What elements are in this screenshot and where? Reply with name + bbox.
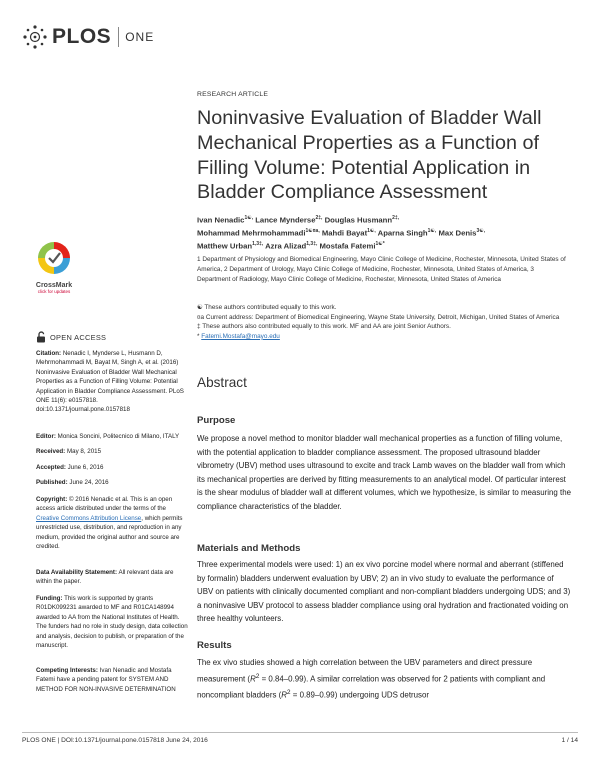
author-line-3 xyxy=(197,239,577,252)
funding-block xyxy=(36,594,188,650)
author-list xyxy=(197,213,577,252)
citation-text: Nenadic I, Mynderse L, Husmann D, Mehrmohammadi M, Bayat M, Singh A, et al. (2016) Noninvasive Evaluation of Bladder Wall Mechanical Properties as a Function of Filling Volume: Potential Application in Bladder Compliance Assessment. PLoS ONE 11(6): e0157818. doi:10.1371/journal.pone.0157818 xyxy=(36,350,184,414)
crossmark-sublabel: click for updates xyxy=(37,289,71,294)
journal-logo[interactable] xyxy=(22,24,154,50)
author-affil: 1,3‡, xyxy=(252,241,264,248)
author-name[interactable]: Azra Alizad xyxy=(265,241,307,251)
data-availability-block xyxy=(36,568,188,587)
purpose-heading: Purpose xyxy=(197,415,236,426)
results-text xyxy=(197,656,572,702)
open-access-badge xyxy=(36,331,106,343)
purpose-text: We propose a novel method to monitor bladder wall mechanical properties as a function of filling volume, with the potential application to bladder compliance assessment. The proposed ultrasound bladder vibrometry (UBV) method uses ultrasound to excite and track Lamb waves on the bladder wall from which its mechanical properties are derived by fitting measurements to an analytical model. Of particular interest is the shear modulus of bladder wall at different volumes, which we hypothesize, is similar to measuring the compliance characteristics of the bladder. xyxy=(197,434,571,511)
corresponding-email-link[interactable]: Fatemi.Mostafa@mayo.edu xyxy=(201,332,280,340)
copyright-text-end: , which permits unrestricted use, distribution, and reproduction in any medium, provided the original author and source are credited. xyxy=(36,514,183,551)
article-title: Noninvasive Evaluation of Bladder Wall Mechanical Properties as a Function of Filling Volume: Potential Application in Bladder Compliance Assessment xyxy=(197,107,542,204)
crossmark-label: CrossMark xyxy=(35,282,73,289)
crossmark-icon xyxy=(36,240,72,276)
author-affil: 1☯¤a, xyxy=(305,228,320,235)
footer-divider xyxy=(22,732,578,733)
note-corresponding xyxy=(197,332,567,342)
results-text-b: = 0.84–0.99). A similar correlation was observed for 2 patients with compliant and noncompliant bladders ( xyxy=(197,674,546,700)
corresponding-mark: * xyxy=(197,332,202,340)
author-name[interactable]: Mohammad Mehrmohammadi xyxy=(197,228,306,238)
competing-interests-label: Competing Interests: xyxy=(36,667,98,674)
author-affil: 2‡, xyxy=(315,215,323,221)
note-current-address: ¤a Current address: Department of Biomedical Engineering, Wayne State University, Detroit, Michigan, United States of America xyxy=(197,313,560,321)
open-access-label: OPEN ACCESS xyxy=(50,332,107,342)
author-name[interactable]: Aparna Singh xyxy=(377,228,428,238)
note-joint-senior: ‡ These authors also contributed equally to this work. MF and AA are joint Senior Authors. xyxy=(197,323,451,331)
author-affil: 1☯, xyxy=(427,228,437,235)
copyright-text: © 2016 Nenadic et al. This is an open access article distributed under the terms of the xyxy=(36,496,173,513)
received-date: May 8, 2015 xyxy=(66,448,102,455)
author-name[interactable]: Matthew Urban xyxy=(197,241,253,251)
r-squared-sup: 2 xyxy=(255,672,260,680)
author-name[interactable]: Mostafa Fatemi xyxy=(319,241,376,251)
author-name[interactable]: Ivan Nenadic xyxy=(197,215,245,225)
funding-text: This work is supported by grants R01DK099231 awarded to MF and R01CA148994 awarded to AA from the National Institutes of Health. The funders had no role in study design, data collection and analysis, decision to publish, or preparation of the manuscript. xyxy=(36,595,188,650)
author-line-2 xyxy=(197,226,577,239)
competing-interests-text: Ivan Nenadic and Mostafa Fatemi have a pending patent for SYSTEM AND METHOD FOR NON-INVASIVE DETERMINATION xyxy=(36,667,176,693)
author-affil: 1☯* xyxy=(375,241,385,248)
received-label: Received: xyxy=(36,448,66,455)
published-block xyxy=(36,478,188,487)
competing-interests-block xyxy=(36,666,188,694)
author-affil: 1,3‡, xyxy=(306,241,318,248)
results-text-a: The ex vivo studies showed a high correlation between the UBV parameters and direct pressure measurement ( xyxy=(197,658,533,684)
plos-dots-icon xyxy=(22,24,48,50)
editor-label: Editor: xyxy=(36,433,56,440)
citation-label: Citation: xyxy=(36,350,62,357)
author-name[interactable]: Mahdi Bayat xyxy=(321,228,368,238)
copyright-label: Copyright: xyxy=(36,496,68,503)
author-name[interactable]: Lance Mynderse xyxy=(255,215,316,225)
author-affil: 3☯, xyxy=(476,228,486,235)
results-text-c: = 0.89–0.99) undergoing UDS detrusor xyxy=(290,690,429,700)
accepted-label: Accepted: xyxy=(36,464,66,471)
logo-plos-text: PLOS xyxy=(52,25,112,48)
affiliations: 1 Department of Physiology and Biomedical Engineering, Mayo Clinic College of Medicine, Rochester, Minnesota, United States of America, 2 Department of Urology, Mayo Clinic College of Medicine, Rochester, Minnesota, United States of America, 3 Department of Radiology, Mayo Clinic College of Medicine, Rochester, Minnesota, United States of America xyxy=(197,256,566,283)
accepted-block xyxy=(36,463,188,472)
open-lock-icon xyxy=(36,331,46,343)
r-symbol: R xyxy=(250,674,256,684)
published-label: Published: xyxy=(36,479,68,486)
article-type: RESEARCH ARTICLE xyxy=(197,91,269,98)
data-availability-label: Data Availability Statement: xyxy=(36,569,118,576)
results-heading: Results xyxy=(197,640,232,651)
data-availability-text: All relevant data are within the paper. xyxy=(36,569,174,586)
author-affil: 2‡, xyxy=(392,215,400,221)
editor-block xyxy=(36,432,188,441)
author-notes xyxy=(197,303,567,341)
funding-label: Funding: xyxy=(36,595,63,602)
editor-text: Monica Soncini, Politecnico di Milano, ITALY xyxy=(57,433,180,440)
note-equal-contribution: ☯ These authors contributed equally to this work. xyxy=(197,304,337,311)
copyright-block xyxy=(36,495,188,551)
author-affil: 1☯, xyxy=(244,215,254,221)
methods-text: Three experimental models were used: 1) an ex vivo porcine model where normal and aberrant (stiffened by formalin) bladders underwent evaluation by UBV; 2) an in vivo study to evaluate the performance of UBV on patients with clinically documented compliant and non-compliant bladders undergoing UDS; and 3) a noninvasive UBV protocol to assess bladder compliance using oral hydration and fractionated voiding on three healthy volunteers. xyxy=(197,560,571,624)
author-name[interactable]: Douglas Husmann xyxy=(324,215,393,225)
accepted-date: June 6, 2016 xyxy=(67,464,104,471)
page-number: 1 / 14 xyxy=(561,737,578,744)
r-symbol: R xyxy=(281,690,287,700)
methods-heading: Materials and Methods xyxy=(197,543,301,554)
author-line-1 xyxy=(197,213,577,226)
crossmark-badge[interactable] xyxy=(29,240,79,294)
license-link[interactable]: Creative Commons Attribution License xyxy=(36,514,142,522)
author-name[interactable]: Max Denis xyxy=(438,228,477,238)
logo-one-text: ONE xyxy=(125,30,155,44)
received-block xyxy=(36,447,188,456)
abstract-heading: Abstract xyxy=(197,375,247,390)
citation-block xyxy=(36,349,188,415)
r-squared-sup: 2 xyxy=(286,688,291,696)
logo-divider xyxy=(118,27,119,47)
published-date: June 24, 2016 xyxy=(69,479,109,486)
author-affil: 1☯, xyxy=(367,228,376,235)
footer-citation: PLOS ONE | DOI:10.1371/journal.pone.0157818 June 24, 2016 xyxy=(22,737,208,744)
